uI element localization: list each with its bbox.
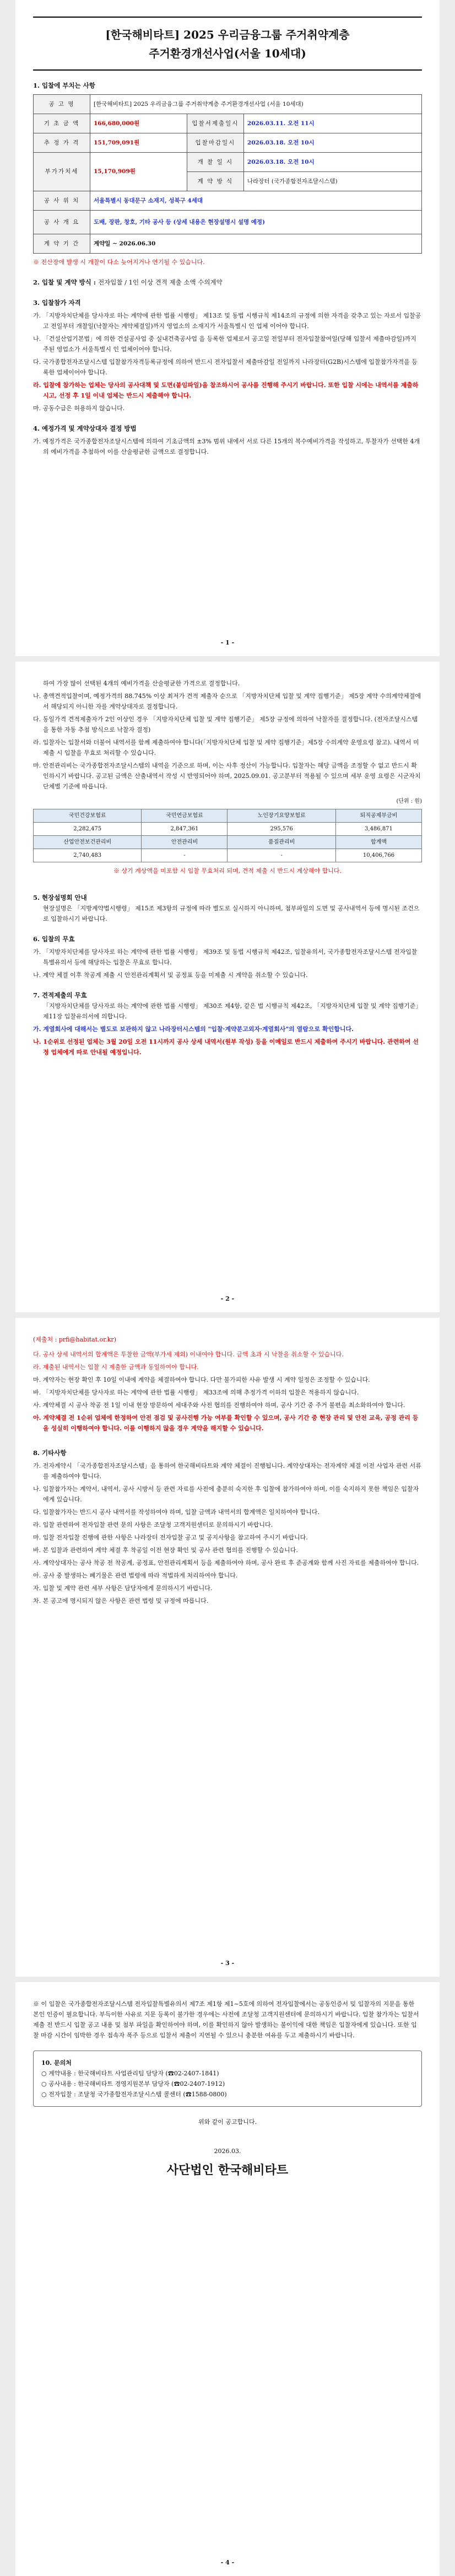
page-number: - 2 - — [220, 1295, 235, 1302]
closing-text: 위와 같이 공고합니다. — [198, 2118, 257, 2126]
section-7-text: 「지방자치단체를 당사자로 하는 계약에 관한 법률 시행령」 제30조 제4항, 같은 법 시행규칙 제42조, 「지방자치단체 입찰 및 계약 집행기준」 제11장 입찰유의서에 의합니다. — [43, 1002, 422, 1020]
list-item: 나. 「건설산업기본법」에 의한 건설공사업 중 실내건축공사업 을 등록한 업체로서 공고일 전일부터 전자입찰참여일(당해 입찰서 제출마감일)까지 주된 영업소가 서울특별시 인 업체이어야 합니다. — [33, 335, 416, 353]
title-line-1: [한국해비타트] 2025 우리금융그룹 주거취약계층 — [105, 28, 350, 41]
contact-box — [33, 2051, 422, 2107]
list-item: 마. 안전관리비는 국가종합전자조달시스템의 내역을 기준으로 하며, 이는 사후 정산이 가능합니다. 입찰자는 해당 금액을 조정할 수 없고 반드시 확인하시기 바랍니다. 공고된 금액은 산출내역서 작성 시 반영되어야 하며, 2025.09.01. 공고분부터 적용될 수 있으며 세부 운영 요령은 시군자치단체별 기준에 따릅니다. — [33, 762, 421, 790]
list-item: 아. 계약체결 전 1순위 업체에 한정하여 안전 점검 및 공사진행 가능 여부를 확인할 수 있으며, 공사 기간 중 현장 관리 및 안전 교육, 공정 관리 등을 성실히 이행하여야 합니다. 이를 이행하지 않을 경우 계약을 해지할 수 있습니다. — [33, 1414, 419, 1432]
table-row: 부가가치세 15,170,909원 개 찰 일 시 2026.03.18. 오전 10시 — [34, 153, 422, 172]
list-item: 아. 공사 중 발생하는 폐기물은 관련 법령에 따라 적법하게 처리하여야 합니다. — [33, 1572, 238, 1579]
table-row: 2,740,483 - - 10,406,766 — [34, 849, 422, 862]
list-item: 다. 국가종합전자조달시스템 입찰참가자격등록규정에 의하여 반드시 전자입찰서 제출마감일 전일까지 나라장터(G2B)시스템에 입찰참가자격을 등록한 업체이어야 합니다. — [33, 358, 418, 376]
outage-note: ※ 전산장애 발생 시 개찰이 다소 늦어지거나 연기될 수 있습니다. — [33, 259, 205, 266]
section-2-heading: 2. 입찰 및 계약 방식 : 전자입찰 / 1인 이상 견적 제출 소액 수의계약 — [33, 278, 223, 286]
list-item: 다. 동일가격 견적제출자가 2인 이상인 경우 「지방자치단체 입찰 및 계약 집행기준」 제5장 규정에 의하여 낙찰자를 결정합니다. (전자조달시스템을 통한 자동 추첨 방식으로 낙찰자 결정) — [33, 716, 418, 733]
list-item: 라. 입찰에 참가하는 업체는 당사의 공사대책 및 도면(붙임파일)을 참조하시어 공사를 진행해 주시기 바랍니다. 또한 입찰 시에는 내역서를 제출하시고, 선정 후 1일 이내 업체는 반드시 제출해야 합니다. — [33, 382, 419, 399]
list-item: 가. 계열회사에 대해서는 별도로 보관하지 않고 나라장터시스템의 "입찰·계약분고외자·계열회사"의 열람으로 확인합니다. — [33, 1026, 354, 1033]
table-row: 추 정 가 격 151,709,091원 입찰마감일시 2026.03.18. 오전 10시 — [34, 133, 422, 153]
list-item: 바. 「지방자치단체를 당사자로 하는 계약에 관한 법률 시행령」 제33조에 의해 추정가격 이하의 입찰은 적용하지 않습니다. — [33, 1389, 359, 1396]
section-6-heading: 6. 입찰의 무효 — [33, 935, 75, 943]
list-item: 사. 계약상대자는 공사 착공 전 착공계, 공정표, 안전관리계획서 등을 제출하여야 하며, 공사 완료 후 준공계와 함께 사진 자료를 제출하여야 합니다. — [33, 1559, 419, 1566]
page-number: - 1 - — [220, 639, 235, 646]
sign-date: 2026.03. — [214, 2148, 241, 2155]
page-2 — [15, 662, 440, 1312]
section-5-text: 현장설명은 「지방계약법시행령」 제15조 제3항의 규정에 따라 별도로 실시하지 아니하며, 첨부파일의 도면 및 공사내역서 등에 명시된 조건으로 입찰하시기 바랍니다. — [43, 905, 420, 922]
section-7-heading: 7. 견적제출의 무효 — [33, 991, 87, 999]
cost-note: ※ 상기 계상액을 미포함 시 입찰 무효처리 되며, 견적 제출 시 반드시 계상해야 합니다. — [113, 867, 342, 874]
list-item: 라. 입찰 관련하여 전자입찰 관련 문의 사항은 조달청 고객지원센터로 문의하시기 바랍니다. — [33, 1521, 273, 1528]
table-row: 공 고 명 [한국해비타트] 2025 우리금융그룹 주거취약계층 주거환경개선사업 (서울 10세대) — [34, 95, 422, 114]
section-1-heading: 1. 입찰에 부치는 사항 — [33, 82, 95, 89]
list-item: 차. 본 공고에 명시되지 않은 사항은 관련 법령 및 규정에 따릅니다. — [33, 1597, 209, 1604]
section-3-heading: 3. 입찰참가 자격 — [33, 299, 81, 307]
list-item: 나. 계약 체결 이후 착공계 제출 시 안전관리계획서 및 공정표 등을 미제출 시 계약을 취소할 수 있습니다. — [33, 972, 308, 979]
submission-email: (제출처 : prfi@habitat.or.kr) — [33, 1336, 116, 1343]
table-row: 기 초 금 액 166,680,000원 입찰서제출일시 2026.03.11. 오전 11시 — [34, 114, 422, 133]
list-item: 마. 공동수급은 허용하지 않습니다. — [33, 405, 125, 412]
section-5-heading: 5. 현장설명회 안내 — [33, 894, 87, 901]
title-line-2: 주거환경개선사업(서울 10세대) — [149, 47, 306, 60]
list-item: 라. 입찰자는 입찰서와 더불어 내역서를 함께 제출하여야 합니다(「지방자치단체 입찰 및 계약 집행기준」제5장 수의계약 운영요령 참고). 내역서 미제출 시 입찰을 무효로 처리할 수 있습니다. — [33, 739, 419, 756]
list-item: 마. 계약자는 현장 확인 후 10일 이내에 계약을 체결하여야 합니다. 다만 불가피한 사유 발생 시 계약 일정은 조정할 수 있습니다. — [33, 1376, 370, 1383]
table-row: 국민건강보험료 국민연금보험료 노인장기요양보험료 퇴직공제부금비 — [34, 809, 422, 823]
unit-label: (단위 : 원) — [396, 798, 422, 804]
list-item: 마. 입찰 전자입찰 진행에 관한 사항은 나라장터 전자입찰 공고 및 공지사항을 참고하여 주시기 바랍니다. — [33, 1534, 308, 1541]
notice-paragraph: ※ 이 입찰은 국가종합전자조달시스템 전자입찰특별유의서 제7조 제1항 제1~5호에 의하여 전자입찰에서는 공동인증서 및 입찰자의 지문을 통한 본인 인증이 필요합니다. 부득이한 사유로 지문 등록이 불가한 경우에는 사전에 조달청 고객지원센터에 문의하시기 바랍니다. 입찰 참가자는 입찰서 제출 전 반드시 입찰 공고 내용 및 첨부 파일을 확인하여야 하며, 이를 확인하지 않아 발생하는 불이익에 대한 책임은 입찰자에게 있습니다. 또한 입찰 마감 시간이 임박한 경우 접속자 폭주 등으로 입찰서 제출이 지연될 수 있으니 충분한 여유를 두고 제출하시기 바랍니다. — [33, 2000, 419, 2039]
table-row: 공 사 위 치 서울특별시 동대문구 소재지, 성북구 4세대 — [34, 191, 422, 211]
list-item: 가. 「지방자치단체를 당사자로 하는 계약에 관한 법률 시행령」 제13조 및 동법 시행규칙 제14조의 규정에 의한 자격을 갖추고 있는 자로서 입찰공고 전일부터 개찰일(낙찰자는 계약체결일)까지 영업소의 소재지가 서울특별시 인 업체 이어야 합니다. — [33, 312, 421, 330]
list-item: 가. 전자계약시 「국가종합전자조달시스템」을 통하여 한국해비타트와 계약 체결이 진행됩니다. 계약상대자는 전자계약 체결 이전 사업자 관련 서류를 제출하여야 합니다. — [33, 1462, 421, 1480]
list-item: 나. 입찰참가자는 계약서, 내역서, 공사 시방서 등 관련 자료를 사전에 충분히 숙지한 후 입찰에 참가하여야 하며, 이를 숙지하지 못한 책임은 입찰자에게 있습니다. — [33, 1485, 419, 1503]
contact-line: ○ 계약내용 : 한국해비타트 사업관리팀 담당자 (☎02-2407-1841) — [41, 2070, 219, 2077]
list-item: 다. 입찰참가자는 반드시 공사 내역서를 작성하여야 하며, 입찰 금액과 내역서의 합계액은 일치하여야 합니다. — [33, 1509, 319, 1516]
signer-name: 사단법인 한국해비타트 — [166, 2163, 289, 2177]
contact-line: ○ 공사내용 : 한국해비타트 경영지원본부 담당자 (☎02-2407-1912) — [41, 2080, 225, 2087]
continued-text: 하여 가장 많이 선택된 4개의 예비가격을 산술평균한 가격으로 결정합니다. — [43, 680, 240, 687]
table-row: 계 약 방 식 나라장터 (국가종합전자조달시스템) — [34, 172, 422, 191]
title-box — [33, 17, 422, 71]
page-1 — [15, 0, 440, 656]
list-item: 라. 제출된 내역서는 입찰 시 제출한 금액과 동일하여야 합니다. — [33, 1364, 199, 1371]
table-row: 2,282,475 2,847,361 295,576 3,486,871 — [34, 823, 422, 836]
cost-table — [33, 809, 422, 862]
page-number: - 4 - — [220, 2559, 235, 2566]
table-row: 공 사 개 요 도배, 장판, 창호, 기타 공사 등 (상세 내용은 현장설명시 설명 예정) — [34, 211, 422, 234]
section-4-heading: 4. 예정가격 및 계약상대자 결정 방법 — [33, 425, 137, 432]
list-item: 바. 본 입찰과 관련하여 계약 체결 후 착공일 이전 현장 확인 및 공사 관련 협의를 진행할 수 있습니다. — [33, 1547, 298, 1554]
list-item: 자. 입찰 및 계약 관련 세부 사항은 담당자에게 문의하시기 바랍니다. — [33, 1585, 213, 1592]
page-3 — [15, 1318, 440, 1977]
list-item: 나. 총액견적입찰이며, 예정가격의 88.745% 이상 최저가 견적 제출자 순으로 「지방자치단체 입찰 및 계약 집행기준」 제5장 계약 수의계약체결에서 해당되지 아니한 자를 계약상대자로 결정합니다. — [33, 693, 421, 710]
list-item: 나. 1순위로 선정된 업체는 3월 20일 오전 11시까지 공사 상세 내역서(원부 작성) 등을 이메일로 반드시 제출하여 주시기 바랍니다. 관련하여 선정 업체에게 따로 안내될 예정입니다. — [33, 1038, 419, 1056]
contact-heading: 10. 문의처 — [41, 2059, 72, 2067]
info-table — [33, 94, 422, 254]
page-4 — [15, 1982, 440, 2576]
table-row: 계 약 기 간 계약일 ~ 2026.06.30 — [34, 234, 422, 254]
table-row: 산업안전보건관리비 안전관리비 품질관리비 합계액 — [34, 836, 422, 849]
list-item: 사. 계약체결 시 공사 착공 전 1일 이내 현장 방문하여 세대주와 사전 협의를 진행하여야 하며, 공사 기간 중 주거 불편을 최소화하여야 합니다. — [33, 1402, 405, 1409]
contact-line: ○ 전자입찰 : 조달청 국가종합전자조달시스템 콜센터 (☎1588-0800) — [41, 2091, 227, 2098]
list-item: 가. 예정가격은 국가종합전자조달시스템에 의하여 기초금액의 ±3% 범위 내에서 서로 다른 15개의 복수예비가격을 작성하고, 투찰자가 선택한 4개의 예비가격을 추첨하여 이를 산술평균한 금액으로 결정합니다. — [33, 438, 420, 455]
page-number: - 3 - — [220, 1960, 235, 1967]
list-item: 다. 공사 상세 내역서의 합계액은 투찰한 금액(부가세 제외) 이내여야 합니다. 금액 초과 시 낙찰을 취소할 수 있습니다. — [33, 1351, 344, 1358]
list-item: 가. 「지방자치단체를 당사자로 하는 계약에 관한 법률 시행령」 제39조 및 동법 시행규칙 제42조, 입찰유의서, 국가종합전자조달시스템 전자입찰특별유의서 등에 해당하는 입찰은 무효로 합니다. — [33, 948, 418, 966]
section-8-heading: 8. 기타사항 — [33, 1449, 67, 1457]
